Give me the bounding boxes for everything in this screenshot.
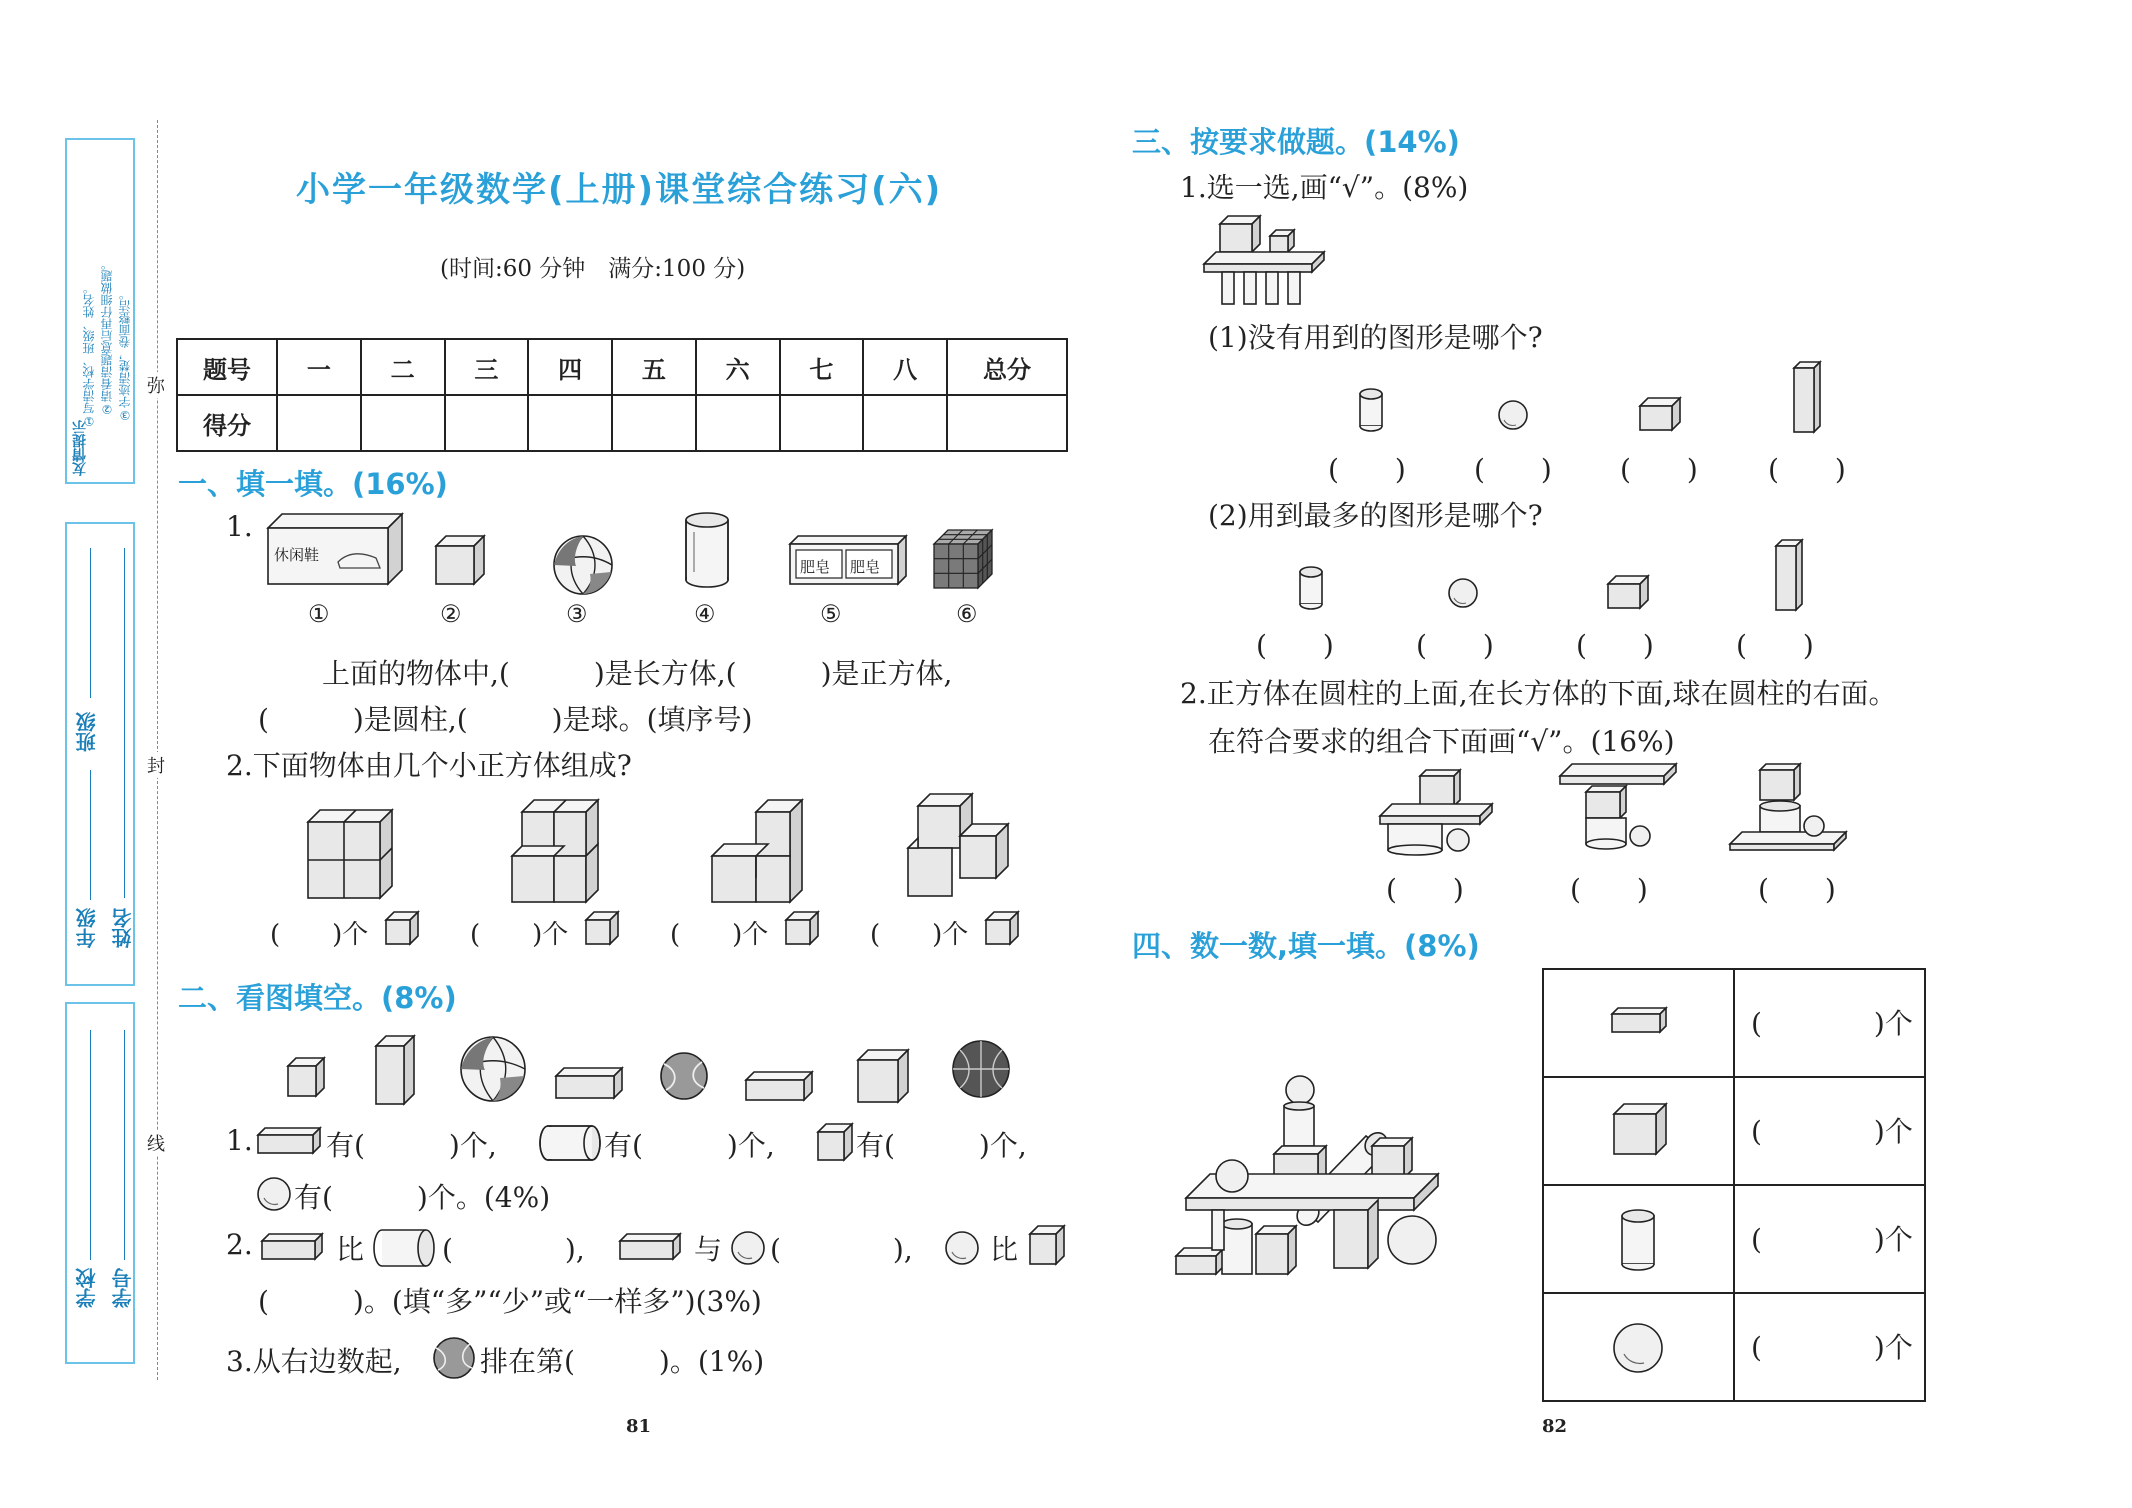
cylinder-icon <box>540 1124 602 1162</box>
s3-q1-sub1: (1)没有用到的图形是哪个? <box>1208 321 1543 354</box>
score-header-cell: 一 <box>277 339 361 395</box>
section1-title: 一、填一填。(16%) <box>178 467 448 501</box>
item-label-6: ⑥ <box>956 600 978 628</box>
score-cell[interactable] <box>361 395 445 451</box>
count-answer-cell[interactable] <box>1734 1185 1925 1293</box>
sphere-icon <box>256 1176 292 1212</box>
stack-answer-4[interactable]: ( )个 <box>870 920 969 950</box>
s3-q1a-option-1[interactable]: ( ) <box>1328 453 1406 486</box>
s2-q1-cube-blank[interactable]: 有( )个, <box>856 1129 1027 1162</box>
s3-option-shapes-2 <box>1290 540 1810 616</box>
soap-label-1: 肥皂 <box>800 558 831 576</box>
score-row <box>177 395 1067 451</box>
s1-q2: 2.下面物体由几个小正方体组成? <box>226 749 632 782</box>
small-cube-icon <box>386 912 420 946</box>
grade-label: 年级 <box>75 908 99 948</box>
small-cube-icon <box>586 912 620 946</box>
class-line[interactable] <box>90 548 92 698</box>
s2-q2-line2[interactable]: ( )。(填“多”“少”或“一样多”)(3%) <box>258 1285 762 1318</box>
s2-q1-cuboid-blank[interactable]: 有( )个, <box>326 1129 497 1162</box>
soap-label-2: 肥皂 <box>850 558 881 576</box>
s2-q2-compare-3: 比 <box>990 1233 1019 1266</box>
s3-q2-line1: 2.正方体在圆柱的上面,在长方体的下面,球在圆柱的右面。 <box>1180 677 1897 710</box>
can-image <box>684 512 730 588</box>
s3-q1a-option-3[interactable]: ( ) <box>1620 453 1698 486</box>
beach-ball-image <box>552 534 614 596</box>
score-header-cell: 总分 <box>947 339 1067 395</box>
cuboid-icon <box>1612 1008 1668 1038</box>
section2-title: 二、看图填空。(8%) <box>178 981 457 1015</box>
tip-3: ③字迹清楚，卷面整洁。 <box>118 288 132 422</box>
count-answer-sphere[interactable]: ( )个 <box>1751 1331 1913 1364</box>
item-label-3: ③ <box>566 600 588 628</box>
page-number-left: 81 <box>626 1416 652 1437</box>
count-shape-cell <box>1543 1185 1734 1293</box>
sphere-icon <box>944 1230 980 1266</box>
s1-q1-line2: ( )是圆柱,( )是球。(填序号) <box>258 703 753 736</box>
school-label: 学校 <box>75 1268 99 1308</box>
page-number-right: 82 <box>1542 1416 1568 1437</box>
grade-line[interactable] <box>90 770 92 900</box>
count-answer-cell[interactable] <box>1734 969 1925 1077</box>
tennis-ball-icon <box>432 1336 476 1380</box>
stack-answer-1[interactable]: ( )个 <box>270 920 369 950</box>
s3-option-shapes-1 <box>1350 362 1830 438</box>
score-header-cell: 三 <box>445 339 529 395</box>
sphere-icon <box>1612 1322 1664 1374</box>
item-label-4: ④ <box>694 600 716 628</box>
section4-title: 四、数一数,填一填。(8%) <box>1132 929 1480 963</box>
count-row-sphere <box>1543 1293 1925 1401</box>
count-row-cube <box>1543 1077 1925 1185</box>
rubiks-cube-image <box>934 530 994 590</box>
score-header-cell: 四 <box>528 339 612 395</box>
s2-q2-compare-1: 比 <box>336 1233 365 1266</box>
cube-icon <box>1030 1226 1066 1266</box>
score-header-cell: 题号 <box>177 339 277 395</box>
count-shape-cell <box>1543 1077 1734 1185</box>
cube-stack-2 <box>512 800 604 906</box>
cuboid-icon <box>258 1128 324 1158</box>
score-header-cell: 六 <box>696 339 780 395</box>
s2-q2-blank-1[interactable]: ( ), <box>442 1233 585 1266</box>
count-table <box>1542 968 1926 1402</box>
score-header-cell: 七 <box>780 339 864 395</box>
score-cell[interactable] <box>612 395 696 451</box>
count-answer-cube[interactable]: ( )个 <box>1751 1115 1913 1148</box>
cube-stack-1 <box>308 810 396 902</box>
student-id-line[interactable] <box>124 1030 126 1260</box>
s2-q1-cylinder-blank[interactable]: 有( )个, <box>604 1129 775 1162</box>
score-cell[interactable] <box>947 395 1067 451</box>
s3-q2-line2: 在符合要求的组合下面画“√”。(16%) <box>1208 725 1675 758</box>
s2-q1-sphere-blank[interactable]: 有( )个。(4%) <box>294 1181 551 1214</box>
s3-q1: 1.选一选,画“√”。(8%) <box>1180 171 1469 204</box>
s3-combo-figures <box>1380 764 1860 856</box>
count-answer-cuboid[interactable]: ( )个 <box>1751 1007 1913 1040</box>
name-label: 姓名 <box>111 908 135 948</box>
score-row-label: 得分 <box>177 395 277 451</box>
count-row-cylinder <box>1543 1185 1925 1293</box>
score-cell[interactable] <box>696 395 780 451</box>
count-answer-cell[interactable] <box>1734 1077 1925 1185</box>
s2-q3-blank[interactable]: 排在第( )。(1%) <box>480 1345 765 1378</box>
page-title: 小学一年级数学(上册)课堂综合练习(六) <box>296 170 943 210</box>
count-shape-cell <box>1543 1293 1734 1401</box>
score-cell[interactable] <box>528 395 612 451</box>
score-cell[interactable] <box>863 395 947 451</box>
s3-q1b-option-4[interactable]: ( ) <box>1736 629 1814 662</box>
s2-q3-text: 3.从右边数起, <box>226 1345 402 1378</box>
cuboid-icon <box>262 1234 324 1264</box>
table-figure <box>1204 212 1328 306</box>
s3-q1a-option-4[interactable]: ( ) <box>1768 453 1846 486</box>
seal-char-feng: 封 <box>147 752 165 778</box>
score-cell[interactable] <box>277 395 361 451</box>
count-answer-cell[interactable] <box>1734 1293 1925 1401</box>
score-header-row <box>177 339 1067 395</box>
sphere-icon <box>730 1230 766 1266</box>
tip-2: ②请看清题意后再仔细做题。 <box>100 258 114 416</box>
shoe-box-label: 休闲鞋 <box>274 546 320 564</box>
stack-answer-3[interactable]: ( )个 <box>670 920 769 950</box>
s2-q2-compare-2: 与 <box>694 1233 723 1266</box>
cube-icon <box>818 1124 854 1162</box>
s3-q1-sub2: (2)用到最多的图形是哪个? <box>1208 499 1543 532</box>
item-label-2: ② <box>440 600 462 628</box>
cylinder-icon <box>374 1228 438 1268</box>
cylinder-icon <box>1620 1208 1656 1272</box>
s3-q1b-option-2[interactable]: ( ) <box>1416 629 1494 662</box>
cuboid-icon <box>620 1234 682 1264</box>
cube-stack-3 <box>712 800 806 906</box>
s3-q1a-option-2[interactable]: ( ) <box>1474 453 1552 486</box>
s2-q2-blank-2[interactable]: ( ), <box>770 1233 913 1266</box>
score-cell[interactable] <box>780 395 864 451</box>
s3-q1b-option-1[interactable]: ( ) <box>1256 629 1334 662</box>
cube-stack-4 <box>908 794 1012 902</box>
count-row-cuboid <box>1543 969 1925 1077</box>
seal-line <box>157 120 158 1380</box>
cube-icon <box>1614 1104 1668 1158</box>
stacked-shapes-figure <box>1176 1080 1456 1286</box>
section3-title: 三、按要求做题。(14%) <box>1132 125 1460 159</box>
s2-q2-number: 2. <box>226 1228 253 1261</box>
small-cube-icon <box>986 912 1020 946</box>
score-header-cell: 二 <box>361 339 445 395</box>
tips-header: 友情提示 <box>72 420 88 476</box>
s3-q2-option-2[interactable]: ( ) <box>1570 873 1648 906</box>
class-label: 班级 <box>75 712 99 752</box>
student-id-label: 学号 <box>111 1268 135 1308</box>
score-header-cell: 五 <box>612 339 696 395</box>
s1-q1-number: 1. <box>226 510 253 543</box>
s3-q2-option-1[interactable]: ( ) <box>1386 873 1464 906</box>
seal-char-mi: 弥 <box>147 372 165 398</box>
tip-1: ①写清学校、班级、姓名。 <box>82 282 96 428</box>
s2-shapes-row <box>284 1036 1024 1116</box>
item-label-1: ① <box>308 600 330 628</box>
s3-q2-option-3[interactable]: ( ) <box>1758 873 1836 906</box>
s3-q1b-option-3[interactable]: ( ) <box>1576 629 1654 662</box>
stack-answer-2[interactable]: ( )个 <box>470 920 569 950</box>
school-line[interactable] <box>90 1030 92 1260</box>
count-shape-cell <box>1543 969 1734 1077</box>
item-label-5: ⑤ <box>820 600 842 628</box>
small-cube-icon <box>786 912 820 946</box>
name-line[interactable] <box>124 548 126 898</box>
exam-meta: (时间:60 分钟 满分:100 分) <box>440 256 746 282</box>
score-header-cell: 八 <box>863 339 947 395</box>
cube-image <box>436 536 486 586</box>
score-cell[interactable] <box>445 395 529 451</box>
count-answer-cylinder[interactable]: ( )个 <box>1751 1223 1913 1256</box>
seal-char-xian: 线 <box>147 1130 165 1156</box>
s1-q1-line1: 上面的物体中,( )是长方体,( )是正方体, <box>322 657 953 690</box>
score-table <box>176 338 1068 452</box>
s2-q1-number: 1. <box>226 1124 253 1157</box>
